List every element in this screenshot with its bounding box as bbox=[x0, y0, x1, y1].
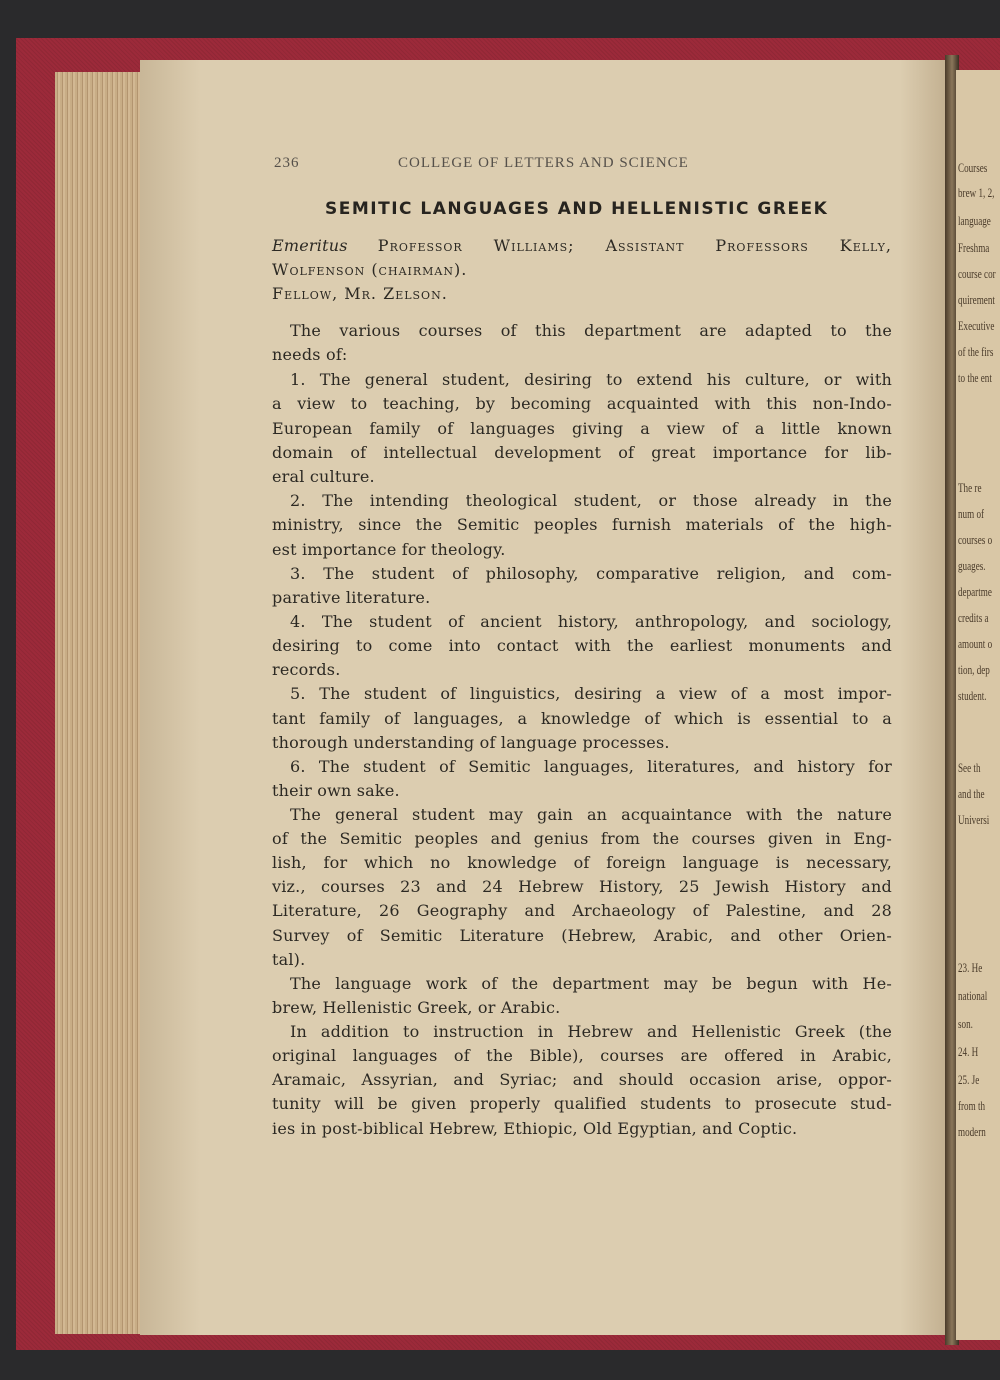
body-line: The various courses of this department are adapted to the bbox=[290, 321, 892, 340]
facing-page-fragment: Freshma bbox=[958, 240, 990, 255]
body-line: 2. The intending theological student, or those already in the bbox=[290, 491, 892, 510]
body-line: parative literature. bbox=[272, 588, 431, 607]
body-line: 4. The student of ancient history, anthropology, and sociology, bbox=[290, 612, 892, 631]
body-line: ies in post-biblical Hebrew, Ethiopic, Old Egyptian, and Coptic. bbox=[272, 1119, 798, 1138]
facing-page-fragment: modern bbox=[958, 1124, 986, 1139]
body-line: needs of: bbox=[272, 345, 348, 364]
body-line: Literature, 26 Geography and Archaeology of Palestine, and 28 bbox=[272, 901, 892, 920]
body-line: 6. The student of Semitic languages, literatures, and history for bbox=[290, 757, 892, 776]
facing-page-fragment: 25. Je bbox=[958, 1072, 980, 1087]
section-title: SEMITIC LANGUAGES AND HELLENISTIC GREEK bbox=[325, 199, 829, 219]
body-line: est importance for theology. bbox=[272, 540, 506, 559]
facing-page-fragment: and the bbox=[958, 786, 985, 801]
body-line: 1. The general student, desiring to extend his culture, or with bbox=[290, 370, 892, 389]
body-line: 5. The student of linguistics, desiring a view of a most impor- bbox=[290, 684, 892, 703]
facing-page-fragment: Universi bbox=[958, 812, 990, 827]
facing-page-fragment: tion, dep bbox=[958, 662, 990, 677]
facing-page-fragment: national bbox=[958, 988, 988, 1003]
body-line: domain of intellectual development of great importance for lib- bbox=[272, 443, 892, 462]
facing-page-fragment: Courses bbox=[958, 160, 988, 175]
faculty-line bbox=[272, 236, 892, 260]
facing-page-fragment: from th bbox=[958, 1098, 986, 1113]
facing-page-fragment: credits a bbox=[958, 610, 989, 625]
running-head: COLLEGE OF LETTERS AND SCIENCE bbox=[398, 155, 689, 171]
body-line: a view to teaching, by becoming acquainted with this non-Indo- bbox=[272, 394, 892, 413]
facing-page-fragment: The re bbox=[958, 480, 982, 495]
facing-page-fragment: departme bbox=[958, 584, 992, 599]
facing-page-fragment: num of bbox=[958, 506, 985, 521]
body-line: eral culture. bbox=[272, 467, 375, 486]
page-header bbox=[270, 155, 890, 175]
facing-page-fragment: to the ent bbox=[958, 370, 992, 385]
body-line: tant family of languages, a knowledge of which is essential to a bbox=[272, 709, 892, 728]
body-line: brew, Hellenistic Greek, or Arabic. bbox=[272, 998, 561, 1017]
facing-page-fragment: course cor bbox=[958, 266, 996, 281]
faculty-line: Wolfenson (chairman). bbox=[272, 260, 468, 279]
body-line: tal). bbox=[272, 950, 306, 969]
facing-page-fragment: 24. H bbox=[958, 1044, 979, 1059]
body-line: Aramaic, Assyrian, and Syriac; and should occasion arise, oppor- bbox=[272, 1070, 892, 1089]
facing-page-fragment: student. bbox=[958, 688, 987, 703]
body-line: of the Semitic peoples and genius from the courses given in Eng- bbox=[272, 829, 892, 848]
emeritus-label: Emeritus bbox=[272, 236, 348, 255]
body-line: tunity will be given properly qualified students to prosecute stud- bbox=[272, 1094, 892, 1113]
body-line: original languages of the Bible), courses are offered in Arabic, bbox=[272, 1046, 892, 1065]
facing-page-fragment: of the firs bbox=[958, 344, 994, 359]
body-line: lish, for which no knowledge of foreign language is necessary, bbox=[272, 853, 892, 872]
body-line: Survey of Semitic Literature (Hebrew, Arabic, and other Orien- bbox=[272, 926, 892, 945]
body-line: The language work of the department may be begun with He- bbox=[290, 974, 892, 993]
body-line: 3. The student of philosophy, comparative religion, and com- bbox=[290, 564, 892, 583]
facing-page-fragment: son. bbox=[958, 1016, 973, 1031]
facing-page-fragment: quirement bbox=[958, 292, 995, 307]
facing-page-fragment: Executive bbox=[958, 318, 995, 333]
body-line: viz., courses 23 and 24 Hebrew History, 25 Jewish History and bbox=[272, 877, 892, 896]
facing-page-fragment: amount o bbox=[958, 636, 993, 651]
facing-page-fragment: brew 1, 2, bbox=[958, 185, 995, 200]
facing-page-fragment: guages. bbox=[958, 558, 986, 573]
facing-page-fragment: courses o bbox=[958, 532, 993, 547]
body-line: desiring to come into contact with the earliest monuments and bbox=[272, 636, 892, 655]
facing-page-fragment: 23. He bbox=[958, 960, 983, 975]
body-line: ministry, since the Semitic peoples furnish materials of the high- bbox=[272, 515, 892, 534]
body-line: thorough understanding of language processes. bbox=[272, 733, 670, 752]
facing-page-fragment: language bbox=[958, 213, 991, 228]
body-line: European family of languages giving a view of a little known bbox=[272, 419, 892, 438]
faculty-line: Fellow, Mr. Zelson. bbox=[272, 284, 448, 303]
body-line: their own sake. bbox=[272, 781, 400, 800]
faculty-names: Professor Williams; Assistant Professors Kelly, bbox=[377, 236, 892, 255]
next-page-sliver bbox=[956, 70, 1000, 1340]
facing-page-fragment: See th bbox=[958, 760, 981, 775]
body-line: records. bbox=[272, 660, 341, 679]
page-number: 236 bbox=[274, 155, 300, 171]
body-line: The general student may gain an acquaintance with the nature bbox=[290, 805, 892, 824]
body-line: In addition to instruction in Hebrew and Hellenistic Greek (the bbox=[290, 1022, 892, 1041]
